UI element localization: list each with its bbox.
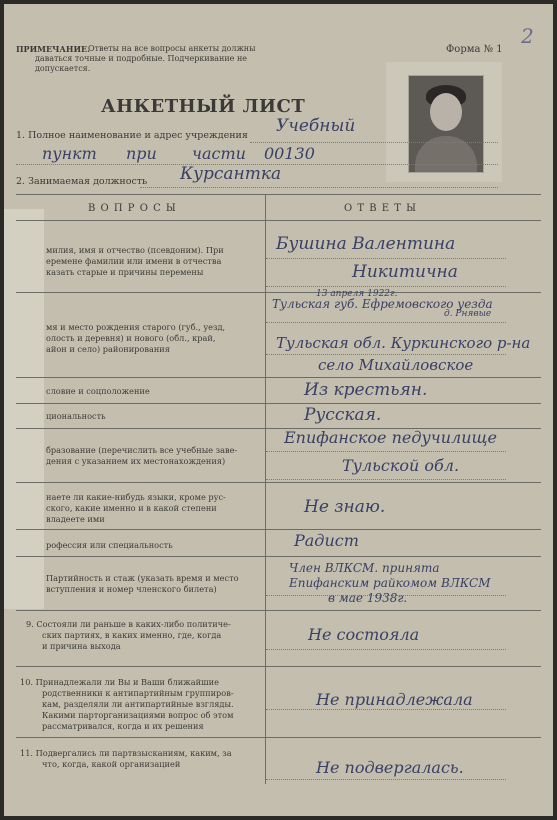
row-8-answer: Не знаю.: [304, 497, 386, 517]
row-13-question-line1: 11. Подвергались ли партвзысканиям, каким, за: [20, 748, 232, 758]
row-4-answer-line3: село Михайловское: [318, 356, 474, 374]
column-header-answers: О Т В Е Т Ы: [344, 203, 417, 214]
row-4-answer-date: 13 апреля 1922г.: [316, 289, 398, 299]
row-3-question-line1: милия, имя и отчество (псевдоним). При: [46, 245, 224, 255]
row-11-question-line3: и причина выхода: [42, 641, 121, 651]
row-10-answer-line2: Епифанским райкомом ВЛКСМ: [289, 576, 491, 590]
row-12-question-line5: рассматривался, когда и их решения: [42, 721, 204, 731]
row-10-answer-line1: Член ВЛКСМ. принята: [289, 561, 440, 575]
field-2-answer: Курсантка: [180, 164, 282, 184]
row-4-question-line1: мя и место рождения старого (губ., уезд,: [46, 322, 226, 332]
note-line2: даваться точные и подробные. Подчеркивание не: [35, 54, 248, 63]
row-3-answer-line2: Никитична: [352, 262, 458, 282]
row-4-question-line3: айон и село) районирования: [46, 344, 170, 354]
tape-strip: [4, 209, 44, 609]
field-1-answer-word1: пункт: [42, 144, 97, 163]
row-3-answer-line1: Бушина Валентина: [276, 234, 456, 254]
row-9-answer: Радист: [294, 531, 359, 550]
row-7-answer-line1: Епифанское педучилище: [284, 428, 498, 447]
row-9-question: рофессия или специальность: [46, 540, 173, 550]
field-1-answer-line1: Учебный: [276, 116, 356, 136]
field-1-answer-word2: при: [126, 144, 157, 163]
row-6-question: циональность: [46, 411, 106, 421]
row-3-question-line3: казать старые и причины перемены: [46, 267, 204, 277]
page-number: 2: [521, 24, 534, 48]
row-12-question-line1: 10. Принадлежали ли Вы и Ваши ближайшие: [20, 677, 219, 687]
row-12-answer: Не принадлежала: [316, 690, 473, 709]
row-11-question-line2: ских партиях, в каких именно, где, когда: [42, 630, 222, 640]
row-5-question: словие и соцположение: [46, 386, 150, 396]
column-header-questions: В О П Р О С Ы: [88, 203, 177, 214]
row-5-answer: Из крестьян.: [304, 380, 428, 400]
row-4-answer-line2: Тульская обл. Куркинского р-на: [276, 334, 531, 352]
row-12-question-line4: Какими парторганизациями вопрос об этом: [42, 710, 234, 720]
row-11-question-line1: 9. Состояли ли раньше в каких-либо политиче-: [26, 619, 231, 629]
note-label: ПРИМЕЧАНИЕ.: [16, 44, 90, 54]
row-13-answer: Не подвергалась.: [316, 758, 464, 777]
field-1-answer-word4: 00130: [264, 144, 315, 163]
row-8-question-line2: ского, какие именно и в какой степени: [46, 503, 217, 513]
form-number: Форма № 1: [446, 44, 503, 55]
row-13-question-line2: что, когда, какой организацией: [42, 759, 181, 769]
row-4-question-line2: олость и деревня) и нового (обл., край,: [46, 333, 216, 343]
row-4-answer-village: д. Рнявые: [444, 309, 492, 319]
row-8-question-line3: владеете ими: [46, 514, 105, 524]
row-10-question-line1: Партийность и стаж (указать время и место: [46, 573, 239, 583]
row-10-answer-line3: в мае 1938г.: [328, 591, 408, 605]
row-8-question-line1: наете ли какие-нибудь языки, кроме рус-: [46, 492, 226, 502]
questionnaire-sheet: [4, 4, 553, 816]
row-4-answer-line1: Тульская губ. Ефремовского уезда: [272, 297, 493, 311]
row-12-question-line2: родственники к антипартийным группиров-: [42, 688, 234, 698]
row-3-question-line2: еремене фамилии или имени в отчества: [46, 256, 222, 266]
field-1-answer-word3: части: [192, 144, 246, 163]
row-10-question-line2: вступления и номер членского билета): [46, 584, 217, 594]
row-7-question-line1: бразование (перечислить все учебные заве-: [46, 445, 238, 455]
field-2-label: 2. Занимаемая должность: [16, 176, 148, 187]
field-1-label: 1. Полное наименование и адрес учреждения: [16, 130, 248, 141]
note-line3: допускается.: [35, 64, 91, 73]
row-7-question-line2: дения с указанием их местонахождения): [46, 456, 226, 466]
page-title: АНКЕТНЫЙ ЛИСТ: [101, 96, 306, 117]
row-12-question-line3: кам, разделяли ли антипартийные взгляды.: [42, 699, 234, 709]
row-6-answer: Русская.: [304, 405, 382, 425]
note-line1: Ответы на все вопросы анкеты должны: [88, 44, 256, 53]
row-7-answer-line2: Тульской обл.: [342, 456, 460, 475]
portrait-photo: [408, 75, 484, 173]
row-11-answer: Не состояла: [308, 625, 420, 644]
